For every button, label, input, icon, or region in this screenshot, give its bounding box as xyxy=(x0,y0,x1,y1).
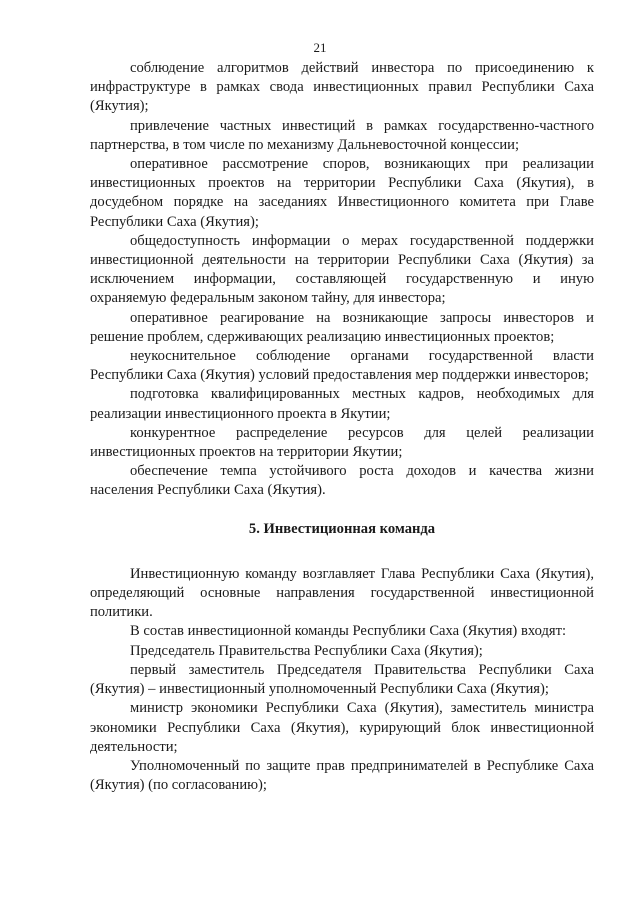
list-item: оперативное рассмотрение споров, возникающих при реализации инвестиционных проектов на территории Республики Саха (Якутия), в досудебном порядке на заседаниях Инвестиционного комитета при Главе Республики Саха (Якутия); xyxy=(90,156,594,230)
paragraph: Инвестиционную команду возглавляет Глава Республики Саха (Якутия), определяющий основные направления государственной инвестиционной политики. xyxy=(90,565,594,621)
list-item: неукоснительное соблюдение органами государственной власти Республики Саха (Якутия) условий предоставления мер поддержки инвесторов; xyxy=(90,348,594,384)
paragraph: В состав инвестиционной команды Республики Саха (Якутия) входят: xyxy=(130,623,567,640)
list-item: первый заместитель Председателя Правительства Республики Саха (Якутия) – инвестиционный уполномоченный Республики Саха (Якутия); xyxy=(90,661,594,698)
section-heading: 5. Инвестиционная команда xyxy=(248,520,436,537)
list-item: Уполномоченный по защите прав предпринимателей в Республике Саха (Якутия) (по согласованию); xyxy=(90,757,594,794)
list-item: конкурентное распределение ресурсов для целей реализации инвестиционных проектов на территории Якутии; xyxy=(90,424,594,461)
list-item: привлечение частных инвестиций в рамках государственно-частного партнерства, в том числе по механизму Дальневосточной концессии; xyxy=(90,117,594,153)
list-item: обеспечение темпа устойчивого роста доходов и качества жизни населения Республики Саха (Якутия). xyxy=(90,463,594,499)
list-item: оперативное реагирование на возникающие запросы инвесторов и решение проблем, сдерживающих реализацию инвестиционных проектов; xyxy=(90,309,594,345)
document-body xyxy=(90,59,594,795)
list-item: общедоступность информации о мерах государственной поддержки инвестиционной деятельности на территории Республики Саха (Якутия) за исключением информации, составляющей государственную и иную охраняемую федеральным законом тайну, для инвестора; xyxy=(90,232,594,307)
list-item: министр экономики Республики Саха (Якутия), заместитель министра экономики Республики Саха (Якутия), курирующий блок инвестиционной деятельности; xyxy=(90,700,594,755)
page-number: 21 xyxy=(313,40,327,55)
list-item: подготовка квалифицированных местных кадров, необходимых для реализации инвестиционного проекта в Якутии; xyxy=(90,386,594,422)
list-item: соблюдение алгоритмов действий инвестора по присоединению к инфраструктуре в рамках свода инвестиционных правил Республики Саха (Якутия); xyxy=(90,60,594,115)
list-item: Председатель Правительства Республики Саха (Якутия); xyxy=(130,642,483,659)
